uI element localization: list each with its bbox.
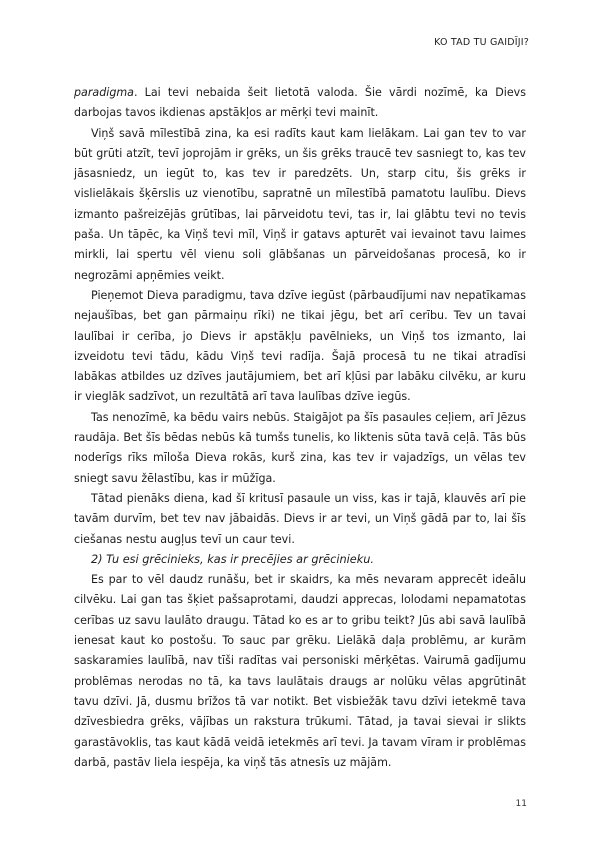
paragraph-4: Tas nenozīmē, ka bēdu vairs nebūs. Staigājot pa šīs pasaules ceļiem, arī Jēzus raudāja. Bet šīs bēdas nebūs kā tumšs tunelis, ko liktenis sūta tavā ceļā. Tās būs noderīgs rīks mīloša Dieva rokās, kurš zina, kas tev ir vajadzīgs, un vēlas tev sniegt savu žēlastību, kas ir mūžīga. [74, 410, 526, 485]
paragraph-1 [74, 83, 526, 124]
section-heading: 2) Tu esi grēcinieks, kas ir precējies ar grēcinieku. [91, 552, 375, 566]
paragraph-3: Pieņemot Dieva paradigmu, tava dzīve iegūst (pārbaudījumi nav nepatīkamas nejaušības, bet gan pārmaiņu rīki) ne tikai jēgu, bet arī cerību. Tev un tavai laulībai ir cerība, jo Dievs ir apstākļu pavēlnieks, un Viņš tos izmanto, lai izveidotu tevi tādu, kādu Viņš tevi radīja. Šajā procesā tu ne tikai atradīsi labākas atbildes uz dzīves jautājumiem, bet arī kļūsi par labāku cilvēku, ar kuru ir vieglāk sadzīvot, un rezultātā arī tava laulības dzīve iegūs. [74, 288, 526, 404]
page-body [74, 83, 526, 773]
paradigm-term: paradigma [74, 86, 134, 99]
paragraph-5: Tātad pienāks diena, kad šī kritusī pasaule un viss, kas ir tajā, klauvēs arī pie tavām durvīm, bet tev nav jābaidās. Dievs ir ar tevi, un Viņš gādā par to, lai šīs ciešanas nestu augļus tevī un caur tevi. [74, 491, 526, 546]
page-number: 11 [515, 799, 527, 809]
paragraph-6: Es par to vēl daudz runāšu, bet ir skaidrs, ka mēs nevaram apprecēt ideālu cilvēku. Lai gan tas šķiet pašsaprotami, daudzi apprecas, lolodami nepamatotas cerības uz savu laulāto draugu. Tātad ko es ar to gribu teikt? Jūs abi savā laulībā ienesat kaut ko postošu. To sauc par grēku. Lielākā daļa problēmu, ar kurām saskaramies laulībā, nav tīši radītas vai personiski mērķētas. Vairumā gadījumu problēmas nerodas no tā, ka tavs laulātais draugs ar nolūku vēlas apgrūtināt tavu dzīvi. Jā, dusmu brīžos tā var notikt. Bet visbiežāk tavu dzīvi ietekmē tava dzīvesbiedra grēks, vājības un rakstura trūkumi. Tātad, ja tavai sievai ir slikts garastāvoklis, tas kaut kādā veidā ietekmēs arī tevi. Ja tavam vīram ir problēmas darbā, pastāv liela iespēja, ka viņš tās atnesīs uz mājām. [74, 573, 526, 769]
paragraph-2: Viņš savā mīlestībā zina, ka esi radīts kaut kam lielākam. Lai gan tev to var būt grūti atzīt, tevī joprojām ir grēks, un šis grēks traucē tev sasniegt to, kas tev jāsasniedz, un iegūt to, kas tev ir paredzēts. Un, starp citu, šis grēks ir vislielākais šķērslis uz vienotību, sapratnē un mīlestībā pamatotu laulību. Dievs izmanto pašreizējās grūtības, lai pārveidotu tevi, tas ir, lai glābtu tevi no tevis paša. Un tāpēc, ka Viņš tevi mīl, Viņš ir gatavs apturēt vai ievainot tavu laimes mirkli, lai spertu vēl vienu soli glābšanas un pārveidošanas procesā, ko ir negrozāmi apņēmies veikt. [74, 126, 526, 282]
running-header: KO TAD TU GAIDĪJI? [434, 37, 529, 48]
paragraph-1-text: . Lai tevi nebaida šeit lietotā valoda. Šie vārdi nozīmē, ka Dievs darbojas tavos ikdienas apstākļos ar mērķi tevi mainīt. [74, 86, 526, 120]
